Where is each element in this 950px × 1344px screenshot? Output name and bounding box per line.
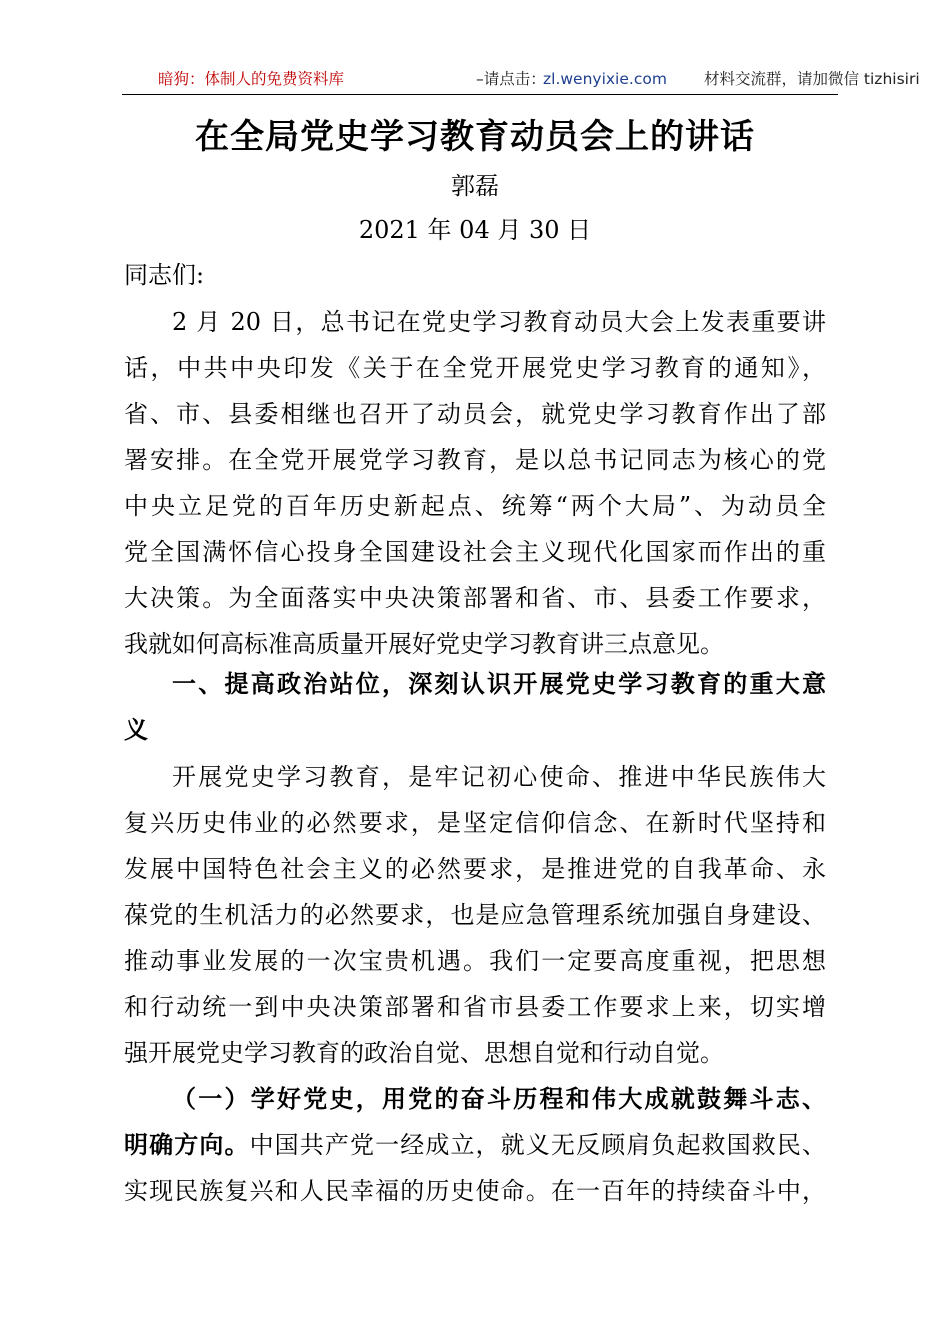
header-site-name: 暗狗：体制人的免费资料库 [158,70,345,88]
paragraph-line: 话，中共中央印发《关于在全党开展党史学习教育的通知》， [124,354,826,382]
paragraph-line: 实现民族复兴和人民幸福的历史使命。在一百年的持续奋斗中， [124,1177,826,1205]
paragraph-line: 开展党史学习教育，是牢记初心使命、推进中华民族伟大 [172,763,826,791]
paragraph-line: 葆党的生机活力的必然要求，也是应急管理系统加强自身建设、 [124,901,826,929]
paragraph-line: 和行动统一到中央决策部署和省市县委工作要求上来，切实增 [124,993,826,1021]
subsection-heading-line: （一）学好党史，用党的奋斗历程和伟大成就鼓舞斗志、 [172,1085,826,1113]
paragraph-line: 推动事业发展的一次宝贵机遇。我们一定要高度重视，把思想 [124,947,826,975]
paragraph-line: 2 月 20 日，总书记在党史学习教育动员大会上发表重要讲 [172,308,826,336]
subsection-heading-tail: 明确方向。 [124,1131,250,1159]
document-title: 在全局党史学习教育动员会上的讲话 [195,117,755,157]
page-header [122,64,920,95]
paragraph-line: 我就如何高标准高质量开展好党史学习教育讲三点意见。 [124,630,724,658]
header-wechat-note: 材料交流群，请加微信 tizhisiri [704,70,920,88]
section-heading-line: 一、提高政治站位，深刻认识开展党史学习教育的重大意 [172,670,826,698]
paragraph-line: 省、市、县委相继也召开了动员会，就党史学习教育作出了部 [124,400,826,428]
paragraph-line: 发展中国特色社会主义的必然要求，是推进党的自我革命、永 [124,855,826,883]
paragraph-line: 大决策。为全面落实中央决策部署和省、市、县委工作要求， [124,584,826,612]
author-name: 郭磊 [451,172,499,200]
paragraph-text: 中国共产党一经成立，就义无反顾肩负起救国救民、 [249,1131,827,1159]
section-heading-line: 义 [124,716,148,744]
paragraph-line: 党全国满怀信心投身全国建设社会主义现代化国家而作出的重 [124,538,826,566]
header-url-link[interactable]: zl.wenyixie.com [543,70,667,88]
salutation: 同志们: [124,261,205,289]
paragraph-line: 复兴历史伟业的必然要求，是坚定信仰信念、在新时代坚持和 [124,809,826,837]
paragraph-line: 强开展党史学习教育的政治自觉、思想自觉和行动自觉。 [124,1039,724,1067]
speech-date: 2021 年 04 月 30 日 [358,216,592,244]
paragraph-line: 署安排。在全党开展党学习教育，是以总书记同志为核心的党 [124,446,826,474]
paragraph-line-mixed [124,1122,826,1168]
paragraph-line: 中央立足党的百年历史新起点、统筹“两个大局”、为动员全 [124,492,826,520]
header-click-prompt: –请点击： [476,70,546,88]
